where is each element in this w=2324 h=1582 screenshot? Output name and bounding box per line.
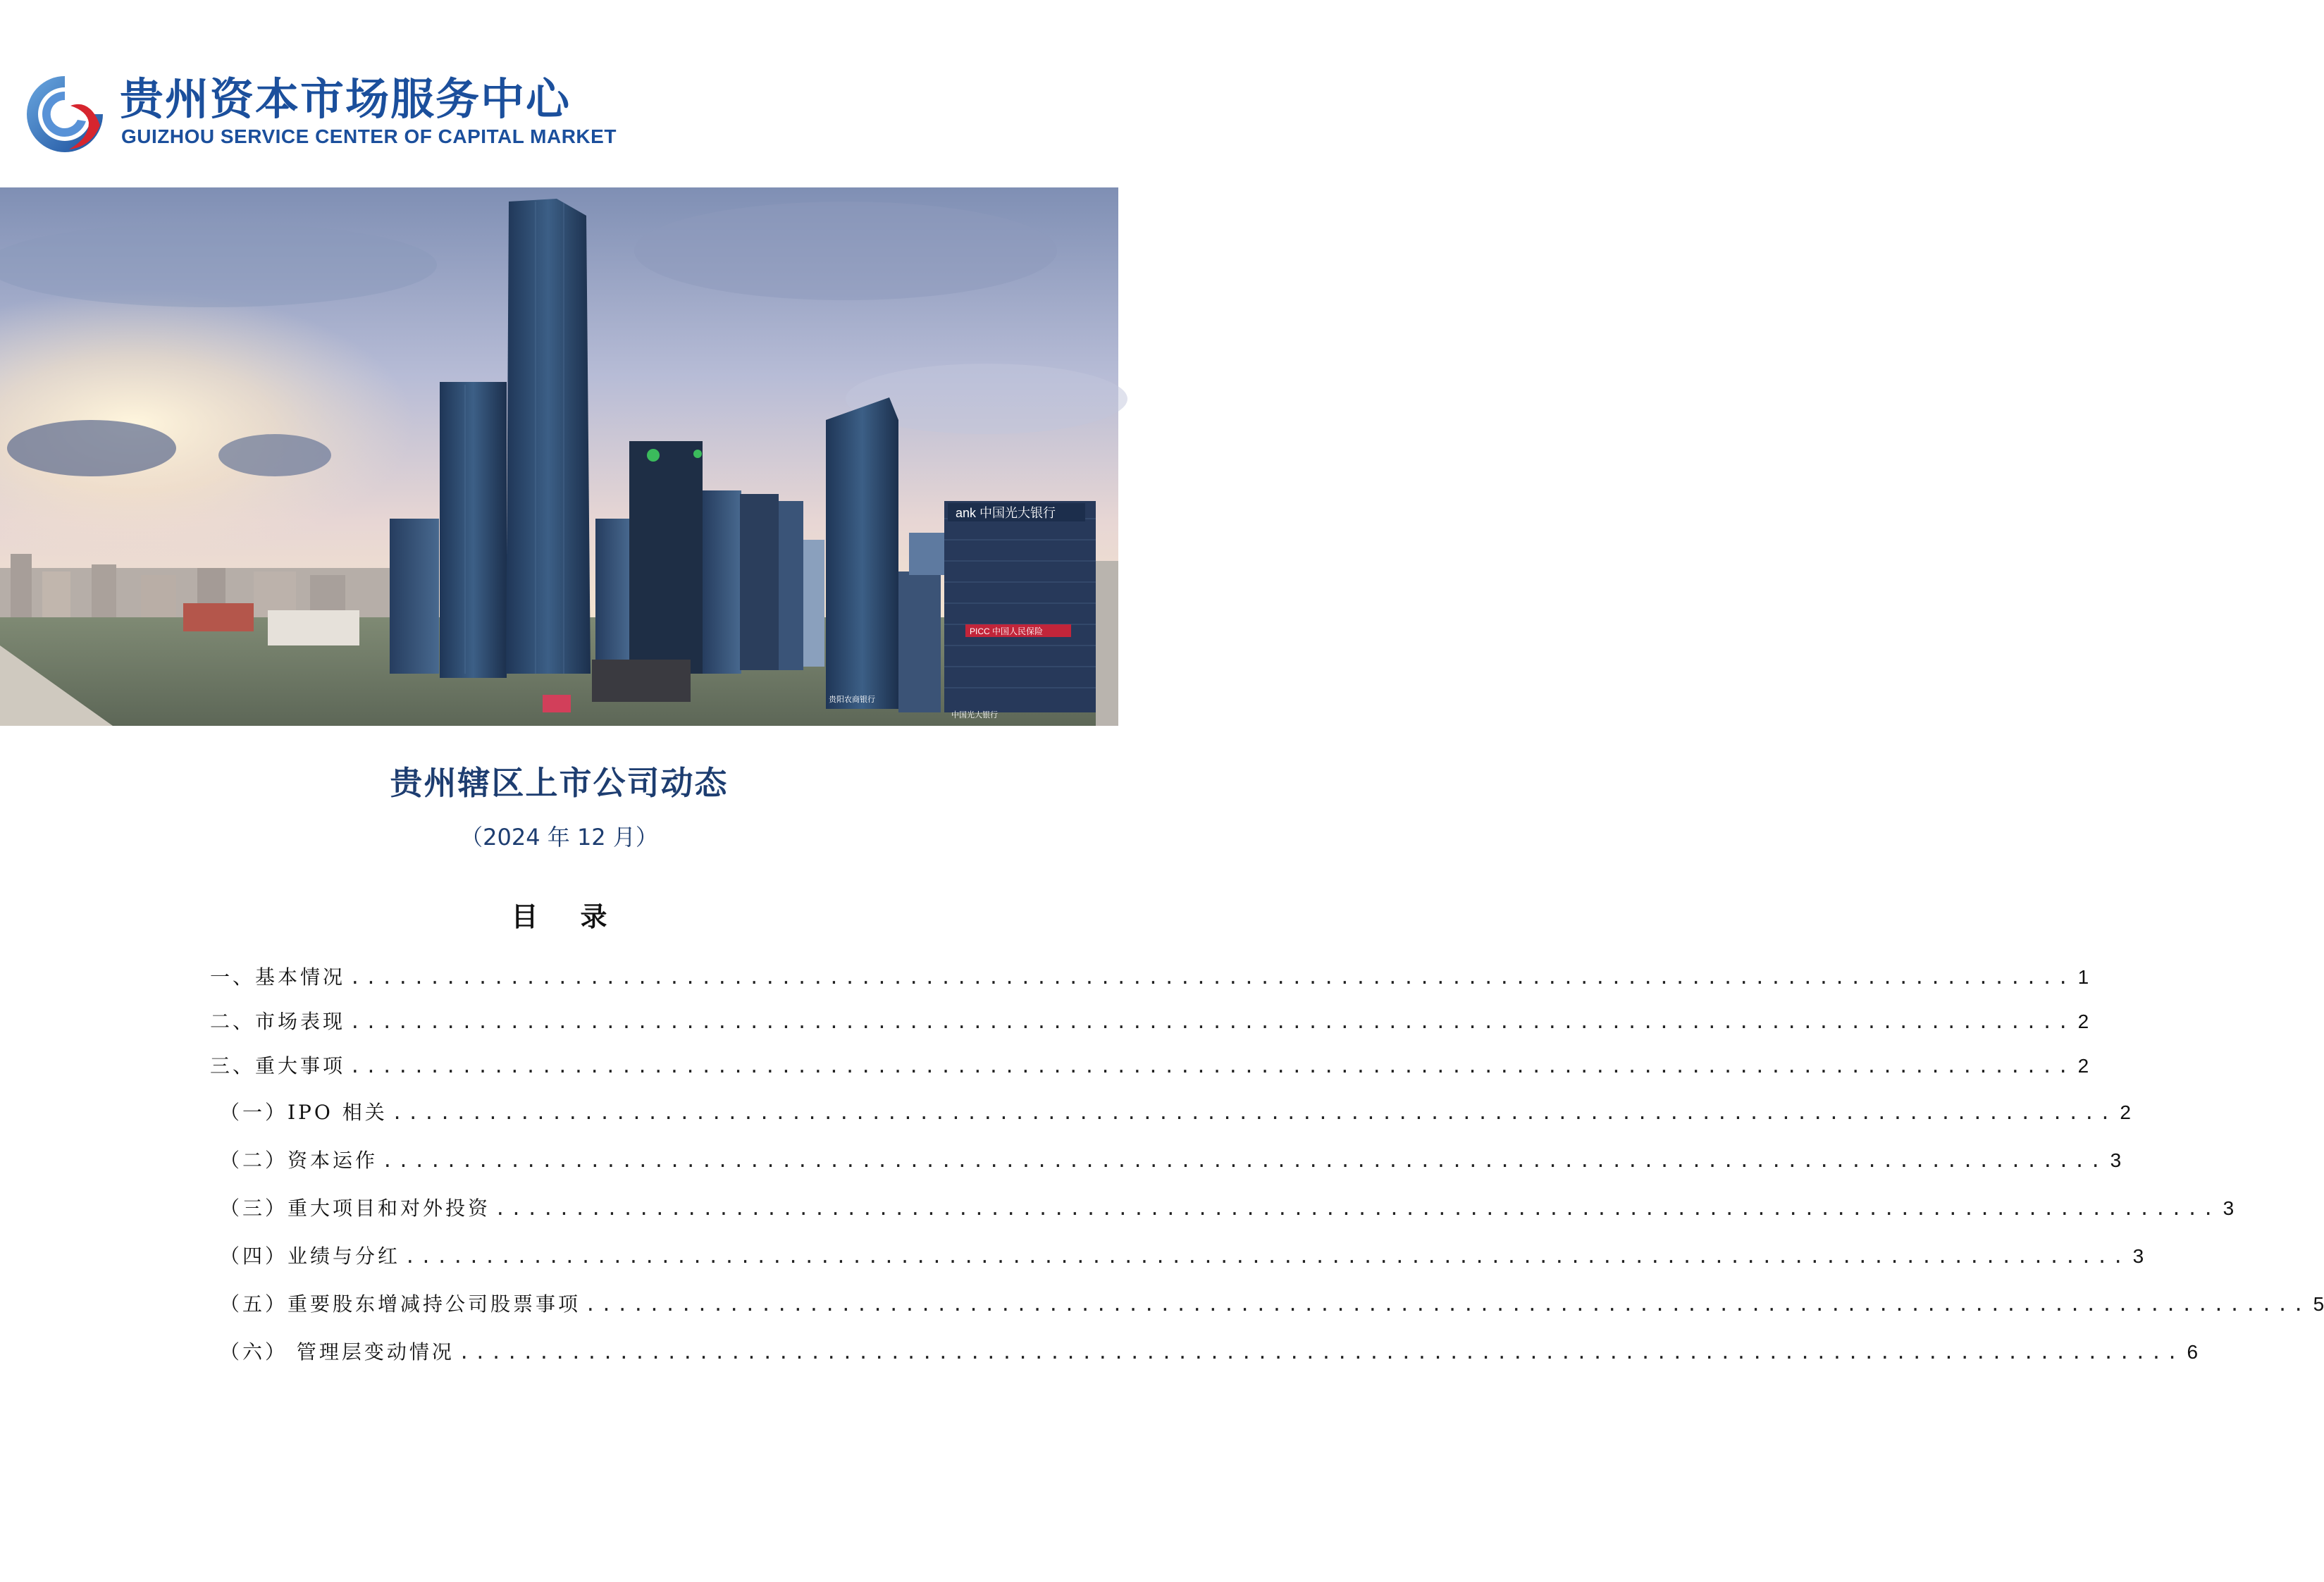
toc-leader-dots: ............................................................................................................: [350, 1012, 2074, 1033]
toc-item-page: 6: [2187, 1341, 2199, 1363]
toc-heading: 目录: [511, 901, 650, 932]
toc-item[interactable]: [210, 962, 2089, 990]
toc-item-page: 2: [2120, 1101, 2131, 1123]
toc-item-page: 3: [2132, 1245, 2144, 1267]
toc-item[interactable]: [210, 1289, 2324, 1317]
toc-item-label: 三、重大事项: [210, 1054, 346, 1077]
toc-item-page: 2: [2077, 1055, 2089, 1077]
toc-item-page: 1: [2077, 966, 2089, 988]
toc-leader-dots: ............................................................................................................: [391, 1103, 2116, 1124]
toc-item[interactable]: [210, 1145, 2122, 1173]
toc-leader-dots: ............................................................................................................: [585, 1294, 2309, 1316]
document-title: 贵州辖区上市公司动态: [390, 764, 729, 802]
toc-item[interactable]: [210, 1193, 2235, 1221]
bank-sign: ank 中国光大银行: [956, 506, 1056, 520]
toc-leader-dots: ............................................................................................................: [382, 1151, 2106, 1172]
toc-item[interactable]: [210, 1051, 2089, 1079]
toc-item-label: （一）IPO 相关: [220, 1101, 388, 1124]
bank-lower-sign: 中国光大银行: [951, 711, 998, 719]
toc-leader-dots: ............................................................................................................: [350, 1056, 2074, 1077]
toc-item[interactable]: [210, 1097, 2131, 1125]
toc-item-page: 5: [2313, 1293, 2324, 1315]
org-name-cn: 贵州资本市场服务中心: [120, 73, 571, 125]
toc-item-label: （三）重大项目和对外投资: [220, 1197, 491, 1220]
document-date: （2024 年 12 月）: [460, 824, 658, 851]
guiyang-bank-sign: 贵阳农商银行: [829, 696, 875, 704]
toc-item-page: 3: [2223, 1197, 2235, 1219]
toc-item-label: （五）重要股东增减持公司股票事项: [220, 1292, 581, 1316]
page-header: [0, 0, 1118, 187]
toc-item-label: （四）业绩与分红: [220, 1244, 401, 1268]
toc-leader-dots: ............................................................................................................: [404, 1247, 2129, 1268]
hero-cityscape-image: [0, 187, 1118, 726]
picc-sign: PICC 中国人民保险: [970, 626, 1044, 636]
toc-item-label: 二、市场表现: [210, 1010, 346, 1033]
org-name-en: GUIZHOU SERVICE CENTER OF CAPITAL MARKET: [121, 125, 617, 147]
toc-leader-dots: ............................................................................................................: [458, 1342, 2183, 1364]
toc-leader-dots: ............................................................................................................: [350, 968, 2074, 989]
toc-item[interactable]: [210, 1241, 2144, 1269]
toc-item[interactable]: [210, 1006, 2089, 1034]
toc-item-page: 2: [2077, 1011, 2089, 1032]
toc-item-label: 一、基本情况: [210, 965, 346, 989]
logo-icon: [21, 70, 109, 159]
toc-item[interactable]: [210, 1337, 2199, 1365]
toc-leader-dots: ............................................................................................................: [495, 1199, 2219, 1220]
toc-item-page: 3: [2110, 1149, 2122, 1171]
toc-item-label: （六） 管理层变动情况: [220, 1340, 455, 1364]
toc-item-label: （二）资本运作: [220, 1149, 378, 1172]
